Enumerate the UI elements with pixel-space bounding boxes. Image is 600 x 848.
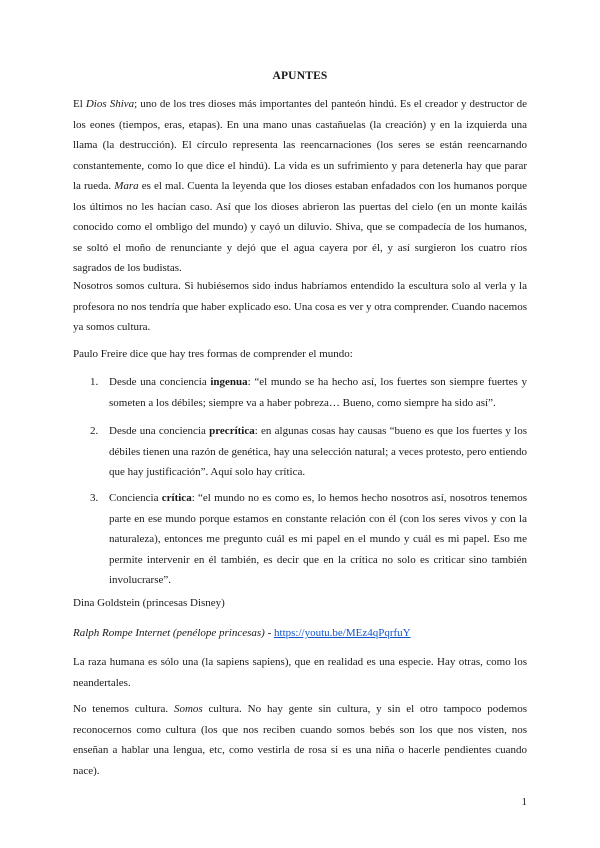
paragraph-ralph xyxy=(73,623,527,644)
youtube-link[interactable]: https://youtu.be/MEz4qPqrfuY xyxy=(274,627,411,639)
italic-term-mara: Mara xyxy=(114,180,139,192)
paragraph-shiva xyxy=(73,94,527,279)
text-run: : “el mundo no es como es, lo hemos hecho nosotros así, nosotros tenemos parte en ese mundo porque estamos en constante relación con él (con los seres vivos y con la naturaleza), entonces me pregunto cuál es mi papel en el mundo y cuál es mi papel. Eso me permite intervenir en él también, es decir que en la crítica no solo es criticar sino también involucrarse”. xyxy=(109,492,527,586)
text-run: ; uno de los tres dioses más importantes del panteón hindú. Es el creador y destructor de los eones (tiempos, eras, etapas). En una mano unas castañuelas (la creación) y en la izquierda una llama (la destrucción). El círculo representa las reencarnaciones (los seres se están reencarnando constantemente, como lo que dice el hindú). La vida es un sufrimiento y para detenerla hay que parar la rueda. xyxy=(73,98,527,192)
paragraph-freire-intro: Paulo Freire dice que hay tres formas de comprender el mundo: xyxy=(73,348,353,360)
bold-term: ingenua xyxy=(210,376,248,388)
text-run: cultura. No hay gente sin cultura, y sin el otro tampoco podemos reconocernos como cultura (los que nos reciben cuando somos bebés son los que nos visten, nos enseñan a hablar una lengua, etc, como vestirla de rosa si es una niña o hacerle pendientes cuando nace). xyxy=(73,703,527,777)
separator: - xyxy=(264,627,275,639)
paragraph-raza-humana: La raza humana es sólo una (la sapiens sapiens), que en realidad es una especie. Hay otras, como los neandertales. xyxy=(73,656,527,689)
italic-term-somos: Somos xyxy=(173,703,203,715)
bold-term: crítica xyxy=(161,492,192,504)
list-number: 2. xyxy=(90,425,99,437)
page-number: 1 xyxy=(521,796,527,808)
text-run: : en algunas cosas hay causas “bueno es que los fuertes y los débiles tienen una razón de genética, hay una selección natural; a veces protesto, pero entiendo que hay justificación”. Aquí solo hay crítica. xyxy=(109,425,527,478)
text-run: es el mal. Cuenta la leyenda que los dioses estaban enfadados con los humanos porque los últimos no les hacían caso. Así que los dioses abrieron las puertas del cielo (en un monte kailás conocido como el ombligo del mundo) y cayó un diluvio. Shiva, que se compadecía de los humanos, se soltó el moño de renunciante y dejó que el agua cayera por él, y así surgieron los cuatro ríos sagrados de los budistas. xyxy=(73,180,527,274)
list-number: 3. xyxy=(90,492,99,504)
text-run: El xyxy=(73,98,86,110)
bold-term: precrítica xyxy=(209,425,255,437)
text-run: : “el mundo se ha hecho así, los fuertes son siempre fuertes y someten a los débiles; siempre va a haber pobreza… Bueno, como siempre ha sido así”. xyxy=(109,376,527,409)
page-title: APUNTES xyxy=(272,70,328,82)
italic-title-ralph: Ralph Rompe Internet (penélope princesas) xyxy=(73,627,265,639)
paragraph-somos-cultura xyxy=(73,699,527,781)
list-item-text xyxy=(109,421,527,483)
paragraph-goldstein: Dina Goldstein (princesas Disney) xyxy=(73,597,225,609)
paragraph-cultura: Nosotros somos cultura. Si hubiésemos sido indus habríamos entendido la escultura solo al verla y la profesora no nos tendría que haber explicado eso. Una cosa es ver y otra comprender. Cuando nacemos ya somos cultura. xyxy=(73,280,527,333)
list-number: 1. xyxy=(90,376,99,388)
text-run: Conciencia xyxy=(109,492,162,504)
text-run: No tenemos cultura. xyxy=(73,703,174,715)
text-run: Desde una conciencia xyxy=(109,425,210,437)
text-run: Desde una conciencia xyxy=(109,376,211,388)
list-item-text xyxy=(109,488,527,591)
italic-term-dios-shiva: Dios Shiva xyxy=(85,98,135,110)
list-item-text xyxy=(109,372,527,413)
